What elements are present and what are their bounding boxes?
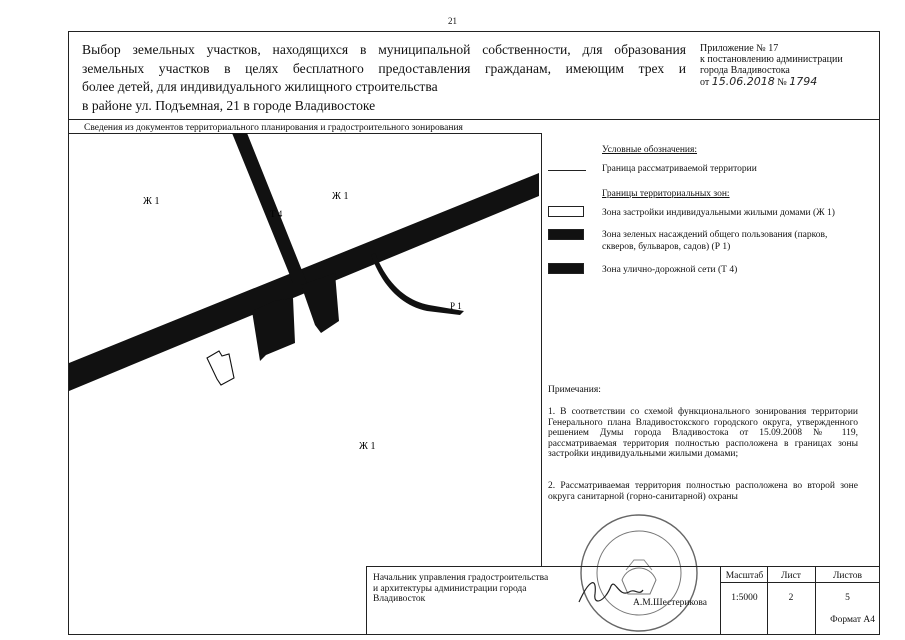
title-line-2: земельных участков в целях бесплатного предоставления гражданам, имеющим трех и [82,60,686,76]
stamp-position: Начальник управления градостроительства и архитектуры администрации города Владивосток [373,573,549,604]
legend-swatch-r1 [548,229,584,240]
legend-boundary-label: Граница рассматриваемой территории [602,164,757,174]
date-prefix: от [700,77,710,88]
legend-label-t4: Зона улично-дорожной сети (Т 4) [602,265,738,275]
note-1: 1. В соответствии со схемой функционального зонирования территории Генерального плана Владивостокского городского округа, утвержденного решением Думы города Владивостока от 15.09.2008 № 119, рассматриваемая территория полностью расположена в границах зоны застройки индивидуальными жилыми домами; [548,407,858,460]
sheets-header: Листов [832,571,862,581]
header-divider [68,119,880,120]
appendix-city: города Владивостока [700,65,790,76]
note-2: 2. Рассматриваемая территория полностью расположена во второй зоне округа санитарной (горно-санитарной) охраны [548,481,858,502]
boundary-legend-line [548,170,586,171]
source-label: Сведения из документов территориального планирования и градостроительного зонирования [84,123,463,133]
zoning-map [69,133,541,635]
sheet-value: 2 [788,593,794,603]
zone-label-zh1-nw: Ж 1 [143,196,160,207]
zone-label-zh1-ne: Ж 1 [332,191,349,202]
signature-icon [575,572,645,612]
zone-label-r1: Р 1 [450,301,462,311]
title-line-4: в районе ул. Подъемная, 21 в городе Владивостоке [82,97,376,113]
page-number: 21 [448,16,457,26]
appendix-block [700,43,870,88]
appendix-number: Приложение № 17 [700,43,779,54]
appendix-date-line [700,76,870,88]
legend-heading: Условные обозначения: [602,145,698,155]
stamp-divider-1 [720,566,721,635]
title-line-3: более детей, для индивидуального жилищного строительства [82,79,438,94]
legend-label-zh1: Зона застройки индивидуальными жилыми домами (Ж 1) [602,208,835,218]
appendix-decree: к постановлению администрации [700,54,843,65]
number-prefix: № [777,77,787,88]
map-right-border [541,133,542,566]
format-label: Формат А4 [830,615,875,625]
sheet-header: Лист [781,571,801,581]
decree-number: 1794 [789,75,818,88]
zone-label-zh1-s: Ж 1 [359,441,376,452]
legend-zones-heading: Границы территориальных зон: [602,189,730,199]
zone-label-t4: Т 4 [270,209,283,219]
decree-date: 15.06.2018 [711,75,775,88]
document-title [82,41,686,115]
scale-value: 1:5000 [731,593,758,603]
legend-swatch-zh1 [548,206,584,217]
side-road-zone [232,133,307,283]
sheets-value: 5 [845,593,850,603]
stamp-header-line [720,582,880,583]
title-line-1: Выбор земельных участков, находящихся в муниципальной собственности, для образования [82,42,686,57]
notes-heading: Примечания: [548,385,601,395]
legend-label-r1: Зона зеленых насаждений общего пользования (парков, скверов, бульваров, садов) (Р 1) [602,230,828,252]
stamp-signer-name: А.М.Шестерикова [633,598,707,608]
legend-swatch-t4 [548,263,584,274]
study-area-boundary [207,351,234,385]
scale-header: Масштаб [725,571,764,581]
